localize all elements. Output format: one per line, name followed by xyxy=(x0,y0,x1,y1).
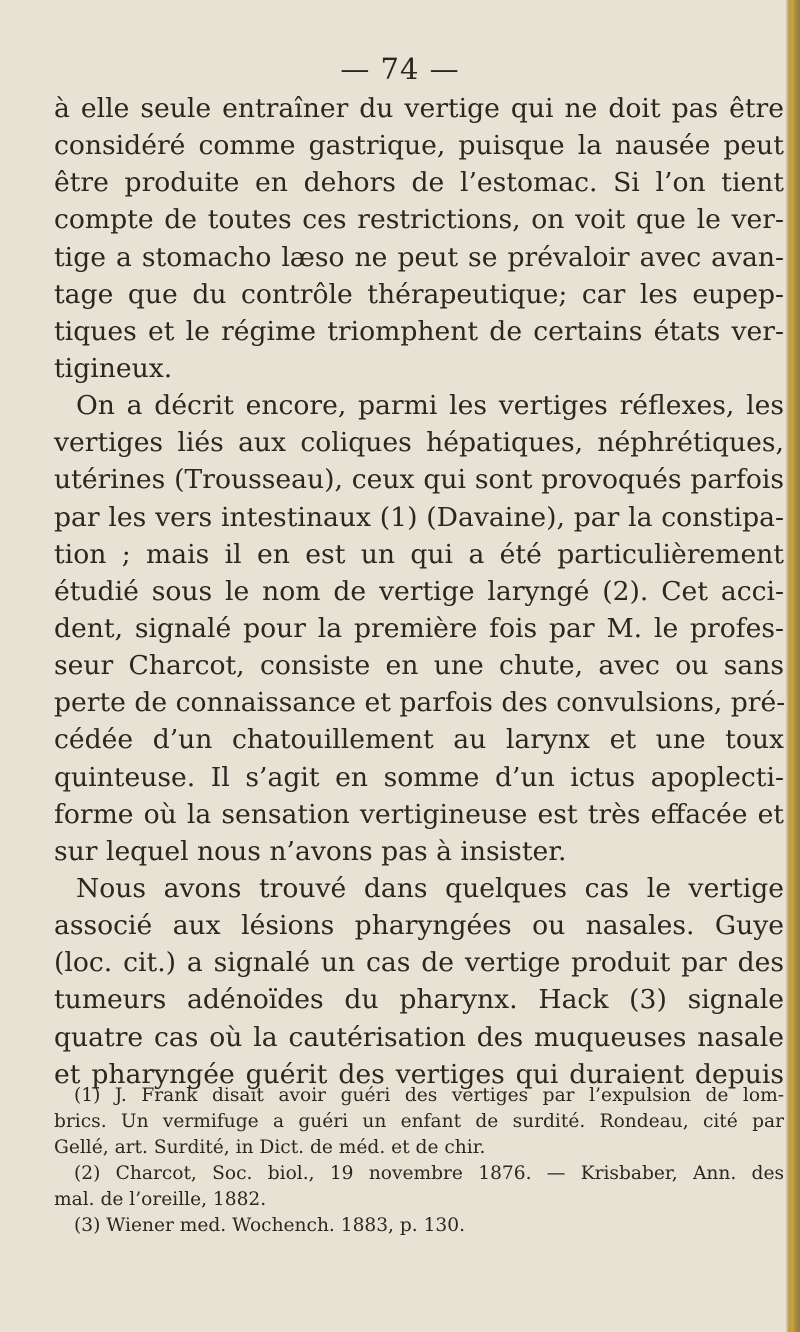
body-line: tion ; mais il en est un qui a été particulièrement xyxy=(54,538,784,570)
body-line: utérines (Trousseau), ceux qui sont provoqués parfois xyxy=(54,464,784,496)
body-line: cédée d’un chatouillement au larynx et une toux xyxy=(54,724,784,756)
footnote-line: Gellé, art. Surdité, in Dict. de méd. et de chir. xyxy=(54,1137,486,1159)
footnote-line: brics. Un vermifuge a guéri un enfant de surdité. Rondeau, cité par xyxy=(54,1111,784,1133)
body-line: tiques et le régime triomphent de certains états ver- xyxy=(54,315,784,347)
body-line: (loc. cit.) a signalé un cas de vertige produit par des xyxy=(54,947,784,979)
page-number: — 74 — xyxy=(340,52,460,86)
body-line: sur lequel nous n’avons pas à insister. xyxy=(54,835,567,867)
body-line: quatre cas où la cautérisation des muqueuses nasale xyxy=(54,1021,784,1053)
body-line: On a décrit encore, parmi les vertiges réflexes, les xyxy=(76,390,784,422)
body-line: tigineux. xyxy=(54,352,173,384)
footnote-line: (1) J. Frank disait avoir guéri des vertiges par l’expulsion de lom- xyxy=(74,1085,784,1106)
body-line: perte de connaissance et parfois des convulsions, pré- xyxy=(54,687,786,719)
body-line: seur Charcot, consiste en une chute, avec ou sans xyxy=(54,650,784,682)
body-line: par les vers intestinaux (1) (Davaine), par la constipa- xyxy=(54,501,784,533)
page-edge xyxy=(786,0,800,1332)
footnote-line: (3) Wiener med. Wochench. 1883, p. 130. xyxy=(74,1215,466,1237)
body-line: dent, signalé pour la première fois par M. le profes- xyxy=(54,612,784,644)
footnotes xyxy=(54,1083,784,1240)
body-line: être produite en dehors de l’estomac. Si l’on tient xyxy=(54,167,784,199)
footnote-line: mal. de l’oreille, 1882. xyxy=(54,1189,267,1211)
body-line: étudié sous le nom de vertige laryngé (2). Cet acci- xyxy=(54,575,784,607)
body-line: tumeurs adénoïdes du pharynx. Hack (3) signale xyxy=(54,984,784,1016)
footnote-line: (2) Charcot, Soc. biol., 19 novembre 1876. — Krisbaber, Ann. des xyxy=(74,1163,784,1185)
body-line: à elle seule entraîner du vertige qui ne doit pas être xyxy=(54,93,784,124)
body-line: vertiges liés aux coliques hépatiques, néphrétiques, xyxy=(54,427,784,459)
body-line: considéré comme gastrique, puisque la nausée peut xyxy=(54,130,784,162)
body-line: tige a stomacho læso ne peut se prévaloir avec avan- xyxy=(54,241,784,273)
body-line: et pharyngée guérit des vertiges qui duraient depuis xyxy=(54,1058,784,1090)
body-line: compte de toutes ces restrictions, on voit que le ver- xyxy=(54,204,784,236)
body-line: forme où la sensation vertigineuse est très effacée et xyxy=(54,798,784,830)
body-line: associé aux lésions pharyngées ou nasales. Guye xyxy=(54,910,784,942)
body-line: quinteuse. Il s’agit en somme d’un ictus apoplecti- xyxy=(54,761,784,793)
body-line: Nous avons trouvé dans quelques cas le vertige xyxy=(76,872,784,904)
body-line: tage que du contrôle thérapeutique; car les eupep- xyxy=(54,278,784,310)
body-text xyxy=(54,90,784,1093)
